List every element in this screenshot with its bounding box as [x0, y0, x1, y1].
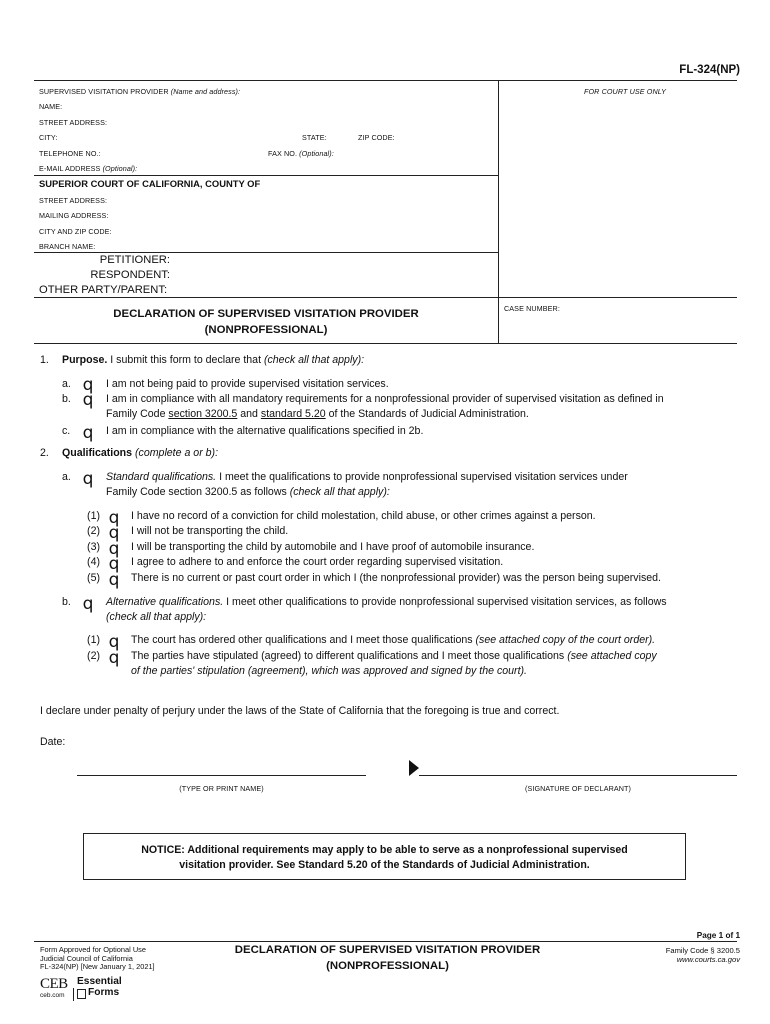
city-field[interactable]: CITY: — [39, 133, 58, 142]
declaration-statement: I declare under penalty of perjury under the laws of the State of California that the foregoing is true and correct. — [40, 705, 560, 717]
item-2a4-number: (4) — [87, 556, 100, 568]
item-1b-text-line2: Family Code section 3200.5 and standard 5.20 of the Standards of Judicial Administration. — [106, 408, 529, 420]
item-2b-text-line2: (check all that apply): — [106, 611, 207, 623]
item-2a3-number: (3) — [87, 541, 100, 553]
checkbox-2a-icon[interactable]: q — [82, 469, 94, 489]
street-field[interactable]: STREET ADDRESS: — [39, 118, 108, 127]
family-code-link[interactable]: section 3200.5 — [168, 408, 238, 420]
item-2a2-text: I will not be transporting the child. — [131, 525, 289, 537]
zip-field[interactable]: ZIP CODE: — [358, 133, 395, 142]
item-2b2-number: (2) — [87, 650, 100, 662]
item-2b-text-line1: Alternative qualifications. I meet other qualifications to provide nonprofessional supervised visitation services, as follows — [106, 596, 667, 608]
court-use-divider — [498, 80, 499, 343]
date-field[interactable]: Date: — [40, 736, 66, 748]
item-1a-text: I am not being paid to provide supervised visitation services. — [106, 378, 389, 390]
court-mailing-field[interactable]: MAILING ADDRESS: — [39, 211, 109, 220]
item-2a5-text: There is no current or past court order in which I (the nonprofessional provider) was the person being supervised. — [131, 572, 661, 584]
checkbox-2b2-icon[interactable]: q — [108, 648, 120, 668]
parties-section-rule — [34, 252, 498, 253]
title-section-rule — [34, 297, 498, 298]
footer-references: Family Code § 3200.5 www.courts.ca.gov — [665, 946, 740, 964]
item-1b-text-line1: I am in compliance with all mandatory requirements for a nonprofessional provider of supervised visitation as defined in — [106, 393, 664, 405]
section2-number: 2. — [40, 447, 49, 459]
checkbox-1b-icon[interactable]: q — [82, 390, 94, 410]
item-2a1-number: (1) — [87, 510, 100, 522]
respondent-field[interactable]: RESPONDENT: — [90, 269, 170, 281]
standard-link[interactable]: standard 5.20 — [260, 408, 326, 420]
name-field[interactable]: NAME: — [39, 102, 63, 111]
checkbox-2a2-icon[interactable]: q — [108, 523, 120, 543]
item-1a-label: a. — [62, 378, 71, 390]
item-2b-label: b. — [62, 596, 71, 608]
checkbox-2b-icon[interactable]: q — [82, 594, 94, 614]
signature-arrow-icon — [409, 760, 419, 776]
item-1c-text: I am in compliance with the alternative qualifications specified in 2b. — [106, 425, 424, 437]
signature-line[interactable] — [419, 775, 737, 776]
item-2b2-text-line2: of the parties' stipulation (agreement), which was approved and signed by the court). — [131, 665, 527, 677]
header-bottom-rule — [34, 343, 737, 344]
court-section-rule — [34, 175, 498, 176]
court-street-field[interactable]: STREET ADDRESS: — [39, 196, 108, 205]
court-use-label: FOR COURT USE ONLY — [584, 87, 667, 96]
checkbox-1c-icon[interactable]: q — [82, 423, 94, 443]
item-2b1-text: The court has ordered other qualifications and I meet those qualifications (see attached copy of the court order). — [131, 634, 656, 646]
case-number-field[interactable]: CASE NUMBER: — [504, 304, 560, 313]
other-party-field[interactable]: OTHER PARTY/PARENT: — [39, 284, 168, 296]
email-field[interactable]: E-MAIL ADDRESS (Optional): — [39, 164, 138, 173]
checkbox-2a4-icon[interactable]: q — [108, 554, 120, 574]
item-2a-label: a. — [62, 471, 71, 483]
header-top-rule — [34, 80, 737, 81]
case-number-rule — [498, 297, 737, 298]
checkbox-2a1-icon[interactable]: q — [108, 508, 120, 528]
section2-heading: Qualifications (complete a or b): — [62, 447, 219, 459]
court-title: SUPERIOR COURT OF CALIFORNIA, COUNTY OF — [39, 178, 261, 189]
section1-number: 1. — [40, 354, 49, 366]
item-1b-label: b. — [62, 393, 71, 405]
item-2a4-text: I agree to adhere to and enforce the court order regarding supervised visitation. — [131, 556, 504, 568]
checkbox-1a-icon[interactable]: q — [82, 375, 94, 395]
court-city-field[interactable]: CITY AND ZIP CODE: — [39, 227, 112, 236]
form-title: DECLARATION OF SUPERVISED VISITATION PROVIDER (NONPROFESSIONAL) — [113, 308, 419, 336]
provider-label: SUPERVISED VISITATION PROVIDER (Name and address): — [39, 87, 241, 96]
item-2b1-number: (1) — [87, 634, 100, 646]
signature-label: (SIGNATURE OF DECLARANT) — [524, 784, 632, 793]
footer-title: DECLARATION OF SUPERVISED VISITATION PROVIDER (NONPROFESSIONAL) — [234, 944, 541, 972]
checkbox-2a5-icon[interactable]: q — [108, 570, 120, 590]
form-approval: Form Approved for Optional Use Judicial Council of California FL-324(NP) [New January 1, 2021] — [40, 945, 155, 972]
fax-field[interactable]: FAX NO. (Optional): — [268, 149, 334, 158]
checkbox-2b1-icon[interactable]: q — [108, 632, 120, 652]
form-number: FL-324(NP) — [679, 64, 740, 76]
state-field[interactable]: STATE: — [302, 133, 327, 142]
ceb-essential-forms-logo: CEB ceb.com Essential Forms — [40, 976, 122, 999]
item-2a2-number: (2) — [87, 525, 100, 537]
court-branch-field[interactable]: BRANCH NAME: — [39, 242, 96, 251]
print-name-label: (TYPE OR PRINT NAME) — [179, 784, 264, 793]
courts-website-link[interactable]: www.courts.ca.gov — [676, 955, 740, 964]
telephone-field[interactable]: TELEPHONE NO.: — [39, 149, 101, 158]
item-2a3-text: I will be transporting the child by automobile and I have proof of automobile insurance. — [131, 541, 535, 553]
item-1c-label: c. — [62, 425, 71, 437]
item-2a-text-line1: Standard qualifications. I meet the qualifications to provide nonprofessional supervised visitation services under — [106, 471, 628, 483]
item-2a-text-line2: Family Code section 3200.5 as follows (check all that apply): — [106, 486, 390, 498]
petitioner-field[interactable]: PETITIONER: — [99, 254, 170, 266]
item-2b2-text-line1: The parties have stipulated (agreed) to different qualifications and I meet those qualifications (see attached copy — [131, 650, 657, 662]
page-number: Page 1 of 1 — [696, 931, 740, 940]
print-name-line[interactable] — [77, 775, 366, 776]
section1-heading: Purpose. I submit this form to declare that (check all that apply): — [62, 354, 365, 366]
item-2a5-number: (5) — [87, 572, 100, 584]
checkbox-2a3-icon[interactable]: q — [108, 539, 120, 559]
item-2a1-text: I have no record of a conviction for child molestation, child abuse, or other crimes against a person. — [131, 510, 596, 522]
notice-text: NOTICE: Additional requirements may apply to be able to serve as a nonprofessional supervised visitation provider. See Standard 5.20 of the Standards of Judicial Administration. — [141, 844, 628, 871]
